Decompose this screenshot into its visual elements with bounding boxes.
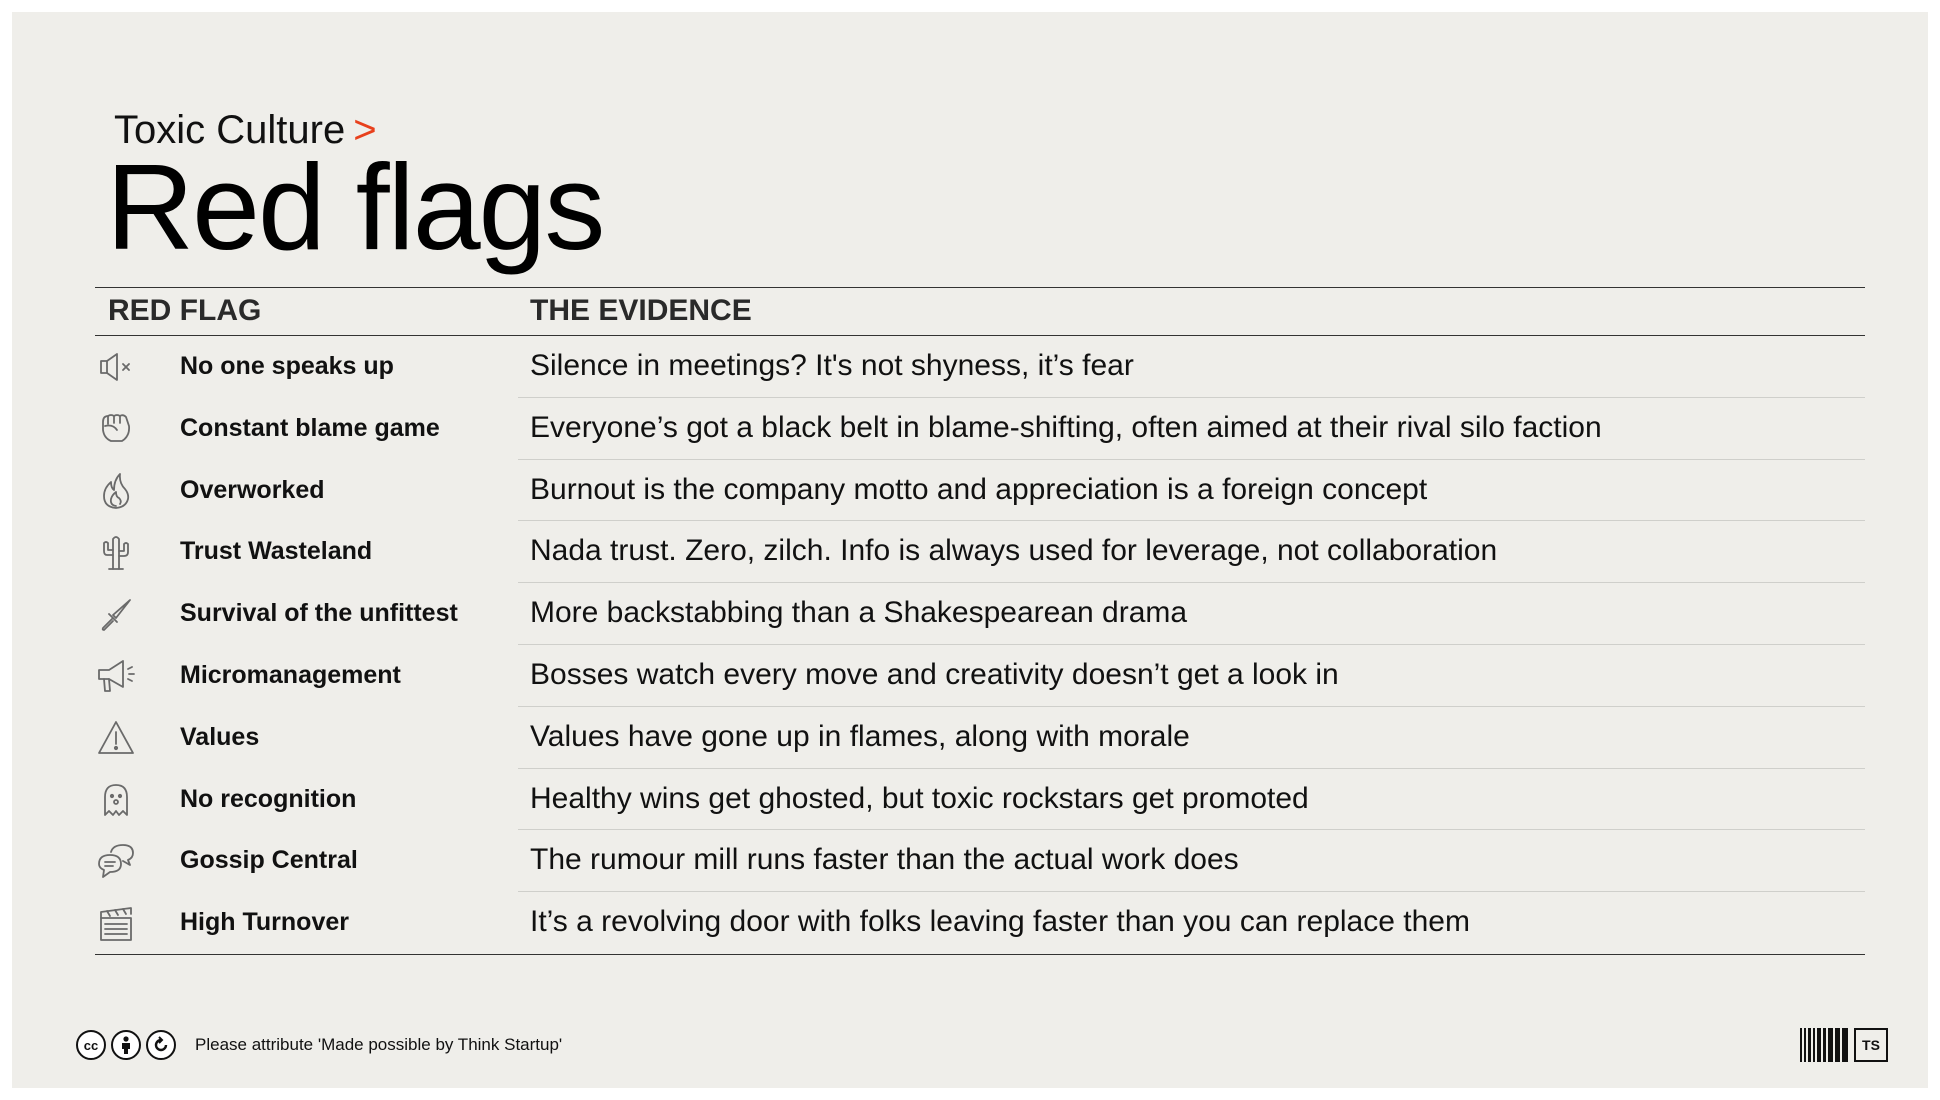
evidence-text: Bosses watch every move and creativity doesn’t get a look in	[530, 657, 1339, 691]
creative-commons-icon: cc	[76, 1030, 106, 1060]
red-flag-label: Gossip Central	[180, 846, 358, 875]
red-flag-label: Values	[180, 722, 260, 751]
table-header	[95, 287, 1865, 336]
fist-icon	[95, 408, 137, 450]
slide	[12, 12, 1928, 1088]
evidence-text: Everyone’s got a black belt in blame-shifting, often aimed at their rival silo faction	[530, 410, 1602, 444]
evidence-text: Nada trust. Zero, zilch. Info is always used for leverage, not collaboration	[530, 534, 1498, 568]
red-flag-label: Constant blame game	[180, 413, 440, 442]
evidence-text: Silence in meetings? It's not shyness, it’s fear	[530, 349, 1134, 382]
dagger-icon	[95, 593, 137, 635]
muted-speaker-icon	[95, 346, 137, 388]
red-flag-label: Overworked	[180, 475, 325, 504]
megaphone-icon	[95, 655, 137, 697]
red-flag-label: High Turnover	[180, 908, 349, 937]
evidence-text: Healthy wins get ghosted, but toxic rockstars get promoted	[530, 781, 1309, 815]
red-flag-label: No one speaks up	[180, 352, 394, 380]
red-flag-label: Survival of the unfittest	[180, 599, 458, 628]
table-row	[95, 460, 1865, 522]
table-row	[95, 336, 1865, 398]
table-row	[95, 645, 1865, 707]
evidence-text: The rumour mill runs faster than the actual work does	[530, 843, 1239, 877]
column-header-evidence: THE EVIDENCE	[530, 294, 752, 327]
evidence-text: More backstabbing than a Shakespearean drama	[530, 596, 1188, 630]
table-row	[95, 398, 1865, 460]
evidence-text: It’s a revolving door with folks leaving faster than you can replace them	[530, 905, 1470, 939]
breadcrumb-label: Toxic Culture	[114, 108, 346, 152]
table-row	[95, 521, 1865, 583]
ghost-icon	[95, 779, 137, 821]
speech-bubbles-icon	[95, 840, 137, 882]
evidence-text: Burnout is the company motto and appreciation is a foreign concept	[530, 472, 1428, 506]
flame-icon	[95, 470, 137, 512]
column-header-red-flag: RED FLAG	[108, 294, 262, 327]
page-title: Red flags	[106, 139, 604, 275]
table-row	[95, 892, 1865, 955]
table-row	[95, 830, 1865, 892]
attribution-text: Please attribute 'Made possible by Think Startup'	[195, 1035, 563, 1054]
table-row	[95, 583, 1865, 645]
share-alike-icon	[146, 1030, 176, 1060]
clapperboard-icon	[95, 902, 137, 944]
license-footer	[76, 1030, 562, 1060]
attribution-person-icon	[111, 1030, 141, 1060]
barcode-icon	[1800, 1028, 1850, 1062]
think-startup-logo	[1800, 1028, 1888, 1062]
evidence-text: Values have gone up in flames, along with morale	[530, 719, 1190, 753]
red-flags-table	[95, 287, 1865, 955]
table-row	[95, 769, 1865, 831]
red-flag-label: No recognition	[180, 784, 357, 813]
table-row	[95, 707, 1865, 769]
red-flag-label: Trust Wasteland	[180, 537, 373, 566]
red-flag-label: Micromanagement	[180, 660, 401, 689]
logo-text: TS	[1854, 1028, 1888, 1062]
breadcrumb-arrow-icon: >	[353, 108, 377, 152]
cactus-icon	[95, 531, 137, 573]
warning-icon	[95, 717, 137, 759]
